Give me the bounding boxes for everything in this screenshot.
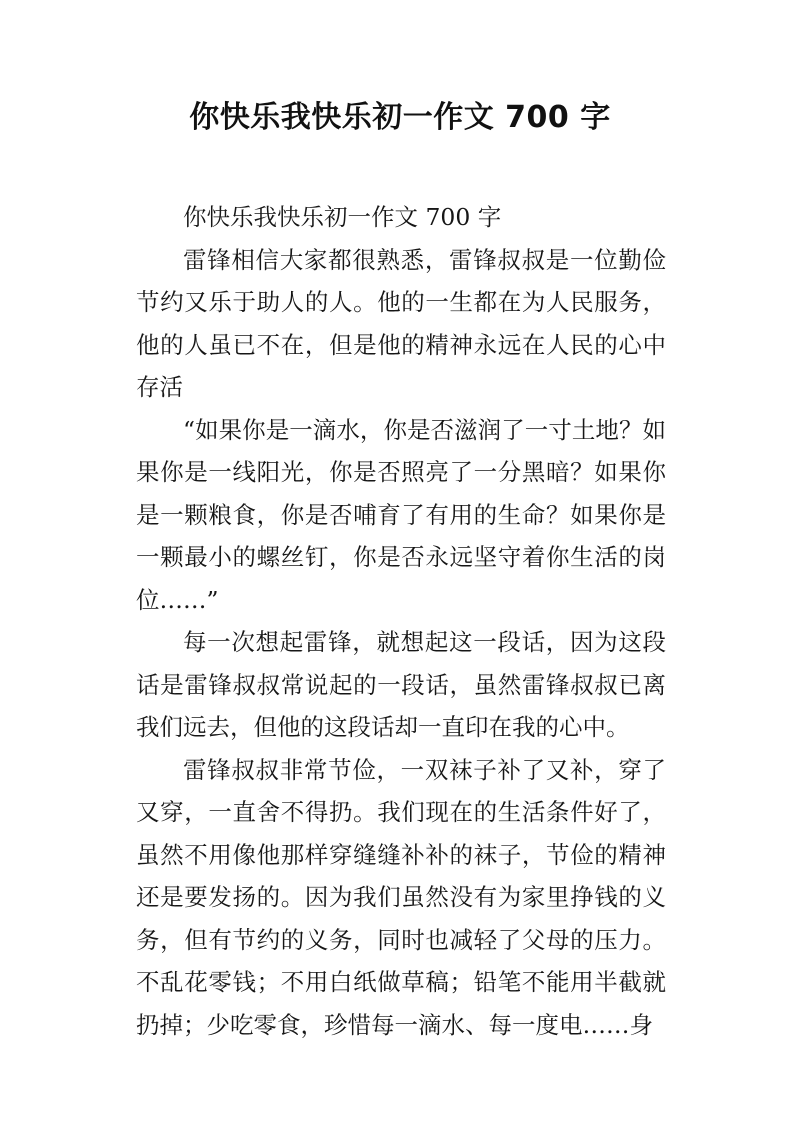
document-body: [136, 196, 666, 1046]
paragraph-quote: “如果你是一滴水，你是否滋润了一寸土地？如果你是一线阳光，你是否照亮了一分黑暗？如果你是一颗粮食，你是否哺育了有用的生命？如果你是一颗最小的螺丝钉，你是否永远坚守着你生活的岗位……”: [136, 415, 666, 614]
paragraph-memory: 每一次想起雷锋，就想起这一段话，因为这段话是雷锋叔叔常说起的一段话，虽然雷锋叔叔已离我们远去，但他的这段话却一直印在我的心中。: [136, 628, 666, 741]
paragraph-intro: 雷锋相信大家都很熟悉，雷锋叔叔是一位勤俭节约又乐于助人的人。他的一生都在为人民服务，他的人虽已不在，但是他的精神永远在人民的心中存活: [136, 245, 666, 401]
paragraph-frugality: 雷锋叔叔非常节俭，一双袜子补了又补，穿了又穿，一直舍不得扔。我们现在的生活条件好了，虽然不用像他那样穿缝缝补补的袜子，节俭的精神还是要发扬的。因为我们虽然没有为家里挣钱的义务，但有节约的义务，同时也减轻了父母的压力。不乱花零钱；不用白纸做草稿；铅笔不能用半截就扔掉；少吃零食，珍惜每一滴水、每一度电……身: [136, 755, 666, 1039]
paragraph-subtitle: 你快乐我快乐初一作文 700 字: [183, 203, 502, 231]
document-title: 你快乐我快乐初一作文 700 字: [189, 100, 611, 135]
